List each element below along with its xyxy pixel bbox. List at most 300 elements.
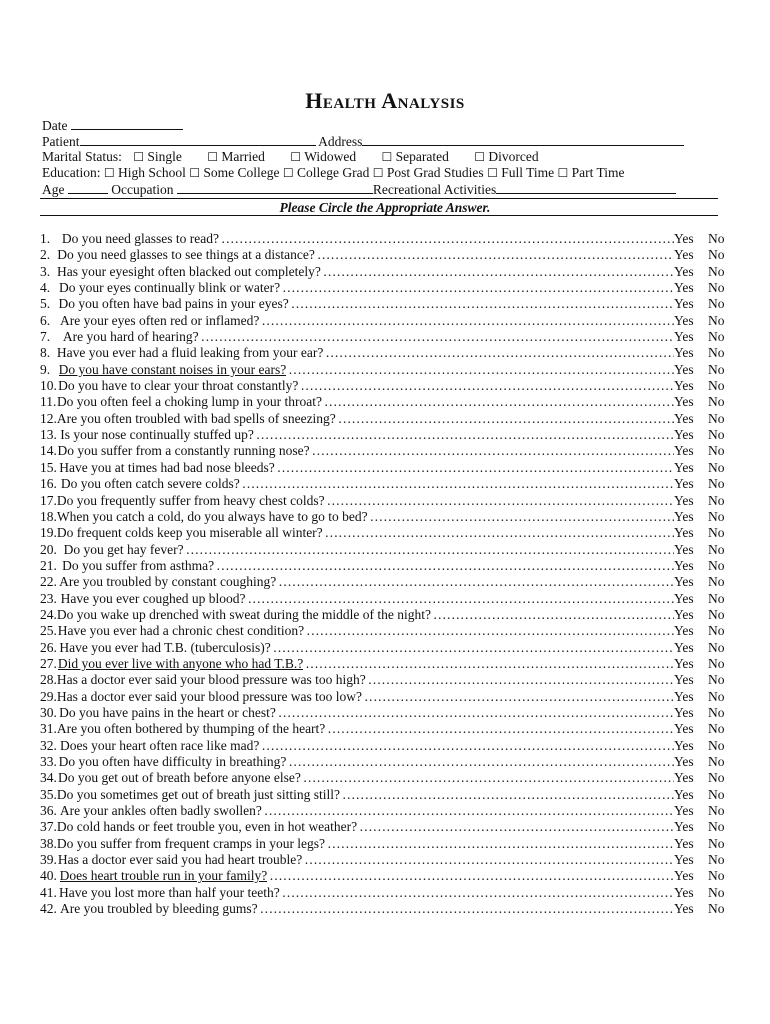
answer-no[interactable]: No xyxy=(708,427,725,443)
question-text: Are you troubled by constant coughing? xyxy=(59,574,277,590)
answer-yes[interactable]: Yes xyxy=(674,639,694,655)
checkbox-icon[interactable]: ☐ xyxy=(207,150,219,164)
question-row xyxy=(40,574,740,590)
question-number: 13. xyxy=(40,427,57,443)
checkbox-icon[interactable]: ☐ xyxy=(474,150,486,164)
dot-leader xyxy=(269,868,674,884)
answer-no[interactable]: No xyxy=(708,606,725,622)
question-number: 22. xyxy=(40,574,57,590)
instruction-divider xyxy=(40,215,718,216)
answer-choices xyxy=(674,640,740,656)
question-row xyxy=(40,738,740,754)
answer-choices xyxy=(674,607,740,623)
question-number: 2. xyxy=(40,247,51,263)
answer-yes[interactable]: Yes xyxy=(674,476,694,492)
dot-leader xyxy=(323,264,674,280)
marital-option-married[interactable]: ☐ Married xyxy=(207,149,265,164)
education-option-some-college[interactable]: ☐ Some College xyxy=(189,165,280,180)
answer-no[interactable]: No xyxy=(708,410,725,426)
answer-choices xyxy=(674,558,740,574)
answer-yes[interactable]: Yes xyxy=(674,672,694,688)
question-text: Are you troubled by bleeding gums? xyxy=(60,901,258,917)
question-number: 31. xyxy=(40,721,57,737)
answer-no[interactable]: No xyxy=(708,590,725,606)
question-row xyxy=(40,296,740,312)
answer-choices xyxy=(674,460,740,476)
answer-no[interactable]: No xyxy=(708,459,725,475)
answer-yes[interactable]: Yes xyxy=(674,427,694,443)
question-text: Have you lost more than half your teeth? xyxy=(58,884,280,900)
question-number: 39. xyxy=(40,852,57,868)
instruction-text: Please Circle the Appropriate Answer. xyxy=(279,200,491,215)
question-row xyxy=(40,345,740,361)
question-list xyxy=(40,231,740,917)
answer-yes[interactable]: Yes xyxy=(674,410,694,426)
question-row xyxy=(40,591,740,607)
question-text: Do you have constant noises in your ears? xyxy=(58,361,287,377)
question-row xyxy=(40,640,740,656)
answer-no[interactable]: No xyxy=(708,508,725,524)
dot-leader xyxy=(300,378,674,394)
age-label: Age xyxy=(42,182,65,197)
answer-yes[interactable]: Yes xyxy=(674,590,694,606)
question-text: Do you often have difficulty in breathing? xyxy=(58,754,287,769)
question-text: Are you often troubled with bad spells of sneezing? xyxy=(56,410,336,426)
question-number: 8. xyxy=(40,345,51,361)
question-text: Is your nose continually stuffed up? xyxy=(60,427,254,443)
answer-choices xyxy=(674,362,740,378)
address-label: Address xyxy=(318,134,363,149)
question-number: 7. xyxy=(40,329,51,345)
answer-no[interactable]: No xyxy=(708,378,725,394)
question-number: 5. xyxy=(40,296,51,312)
question-row xyxy=(40,623,740,639)
question-row xyxy=(40,885,740,901)
date-field[interactable] xyxy=(71,117,183,130)
answer-yes[interactable]: Yes xyxy=(674,280,694,296)
answer-choices xyxy=(674,770,740,786)
question-row xyxy=(40,427,740,443)
answer-yes[interactable]: Yes xyxy=(674,492,694,508)
education-option-full-time[interactable]: ☐ Full Time xyxy=(487,165,555,180)
dot-leader xyxy=(201,329,674,345)
dot-leader xyxy=(306,623,674,639)
answer-no[interactable]: No xyxy=(708,525,725,541)
dot-leader xyxy=(303,770,674,786)
answer-no[interactable]: No xyxy=(708,770,725,786)
dot-leader xyxy=(433,607,674,623)
question-row xyxy=(40,705,740,721)
answer-yes[interactable]: Yes xyxy=(674,508,694,524)
answer-no[interactable]: No xyxy=(708,737,725,753)
question-number: 6. xyxy=(40,312,51,328)
question-number: 11. xyxy=(40,394,57,410)
answer-choices xyxy=(674,852,740,868)
dot-leader xyxy=(305,656,674,672)
checkbox-icon[interactable]: ☐ xyxy=(487,166,498,180)
question-number: 15. xyxy=(40,459,57,475)
dot-leader xyxy=(242,476,674,492)
checkbox-icon[interactable]: ☐ xyxy=(282,166,294,180)
question-row xyxy=(40,721,740,737)
answer-yes[interactable]: Yes xyxy=(674,606,694,622)
answer-yes[interactable]: Yes xyxy=(674,655,694,671)
answer-no[interactable]: No xyxy=(708,704,725,720)
dot-leader xyxy=(277,460,674,476)
dot-leader xyxy=(261,738,674,754)
dot-leader xyxy=(221,231,674,247)
marital-option-divorced[interactable]: ☐ Divorced xyxy=(474,149,539,164)
answer-no[interactable]: No xyxy=(708,443,725,459)
question-row xyxy=(40,819,740,835)
answer-yes[interactable]: Yes xyxy=(674,296,694,312)
answer-yes[interactable]: Yes xyxy=(674,378,694,394)
answer-yes[interactable]: Yes xyxy=(674,623,694,639)
answer-no[interactable]: No xyxy=(708,623,725,639)
checkbox-icon[interactable]: ☐ xyxy=(372,166,384,180)
question-number: 16. xyxy=(40,476,57,492)
answer-yes[interactable]: Yes xyxy=(674,557,694,573)
question-text: Has your eyesight often blacked out completely? xyxy=(56,263,321,279)
answer-yes[interactable]: Yes xyxy=(674,868,694,884)
question-text: Have you ever had T.B. (tuberculosis)? xyxy=(59,639,271,655)
question-row xyxy=(40,509,740,525)
answer-no[interactable]: No xyxy=(708,345,725,361)
answer-no[interactable]: No xyxy=(708,557,725,573)
question-row xyxy=(40,313,740,329)
question-text: Has a doctor ever said your blood pressure was too high? xyxy=(56,672,366,688)
question-row xyxy=(40,411,740,427)
question-text: Do you suffer from frequent cramps in your legs? xyxy=(56,835,326,851)
answer-yes[interactable]: Yes xyxy=(674,574,694,590)
dot-leader xyxy=(278,574,674,590)
answer-yes[interactable]: Yes xyxy=(674,231,694,246)
question-row xyxy=(40,836,740,852)
question-text: Have you ever coughed up blood? xyxy=(60,590,246,606)
question-text: Do you suffer from asthma? xyxy=(62,557,215,573)
answer-yes[interactable]: Yes xyxy=(674,754,694,769)
question-number: 18. xyxy=(40,508,57,524)
date-label: Date xyxy=(42,118,68,133)
checkbox-icon[interactable]: ☐ xyxy=(290,150,302,164)
dot-leader xyxy=(273,640,674,656)
question-text: When you catch a cold, do you always have to go to bed? xyxy=(56,508,368,524)
question-row xyxy=(40,770,740,786)
question-row xyxy=(40,689,740,705)
question-text: Are your ankles often badly swollen? xyxy=(59,803,262,819)
question-number: 25. xyxy=(40,623,57,639)
question-row xyxy=(40,443,740,459)
dot-leader xyxy=(261,313,674,329)
answer-yes[interactable]: Yes xyxy=(674,541,694,557)
question-text: Do you need glasses to read? xyxy=(61,231,219,246)
answer-no[interactable]: No xyxy=(708,721,725,737)
answer-choices xyxy=(674,689,740,705)
answer-no[interactable]: No xyxy=(708,868,725,884)
answer-choices xyxy=(674,705,740,721)
dot-leader xyxy=(264,803,674,819)
answer-choices xyxy=(674,656,740,672)
answer-yes[interactable]: Yes xyxy=(674,361,694,377)
question-row xyxy=(40,231,740,247)
dot-leader xyxy=(368,672,674,688)
answer-no[interactable]: No xyxy=(708,492,725,508)
dot-leader xyxy=(327,721,674,737)
question-row xyxy=(40,247,740,263)
answer-choices xyxy=(674,493,740,509)
question-number: 1. xyxy=(40,231,51,246)
answer-no[interactable]: No xyxy=(708,901,725,917)
occupation-label: Occupation xyxy=(111,182,174,197)
dot-leader xyxy=(370,509,674,525)
answer-choices xyxy=(674,231,740,247)
answer-yes[interactable]: Yes xyxy=(674,884,694,900)
recreational-field[interactable] xyxy=(496,181,676,194)
answer-yes[interactable]: Yes xyxy=(674,901,694,917)
answer-no[interactable]: No xyxy=(708,819,725,835)
dot-leader xyxy=(247,591,674,607)
answer-choices xyxy=(674,411,740,427)
answer-choices xyxy=(674,754,740,770)
dot-leader xyxy=(338,411,674,427)
answer-choices xyxy=(674,901,740,917)
question-text: Are you hard of hearing? xyxy=(62,329,199,345)
answer-yes[interactable]: Yes xyxy=(674,394,694,410)
answer-yes[interactable]: Yes xyxy=(674,312,694,328)
patient-row xyxy=(42,133,684,150)
answer-choices xyxy=(674,329,740,345)
answer-no[interactable]: No xyxy=(708,574,725,590)
question-row xyxy=(40,493,740,509)
checkbox-icon[interactable]: ☐ xyxy=(189,166,201,180)
answer-choices xyxy=(674,264,740,280)
checkbox-icon[interactable]: ☐ xyxy=(557,166,569,180)
question-text: Do you have to clear your throat constantly? xyxy=(58,378,299,394)
question-row xyxy=(40,607,740,623)
answer-choices xyxy=(674,247,740,263)
marital-option-single[interactable]: ☐ Single xyxy=(133,149,182,164)
answer-no[interactable]: No xyxy=(708,835,725,851)
answer-yes[interactable]: Yes xyxy=(674,443,694,459)
answer-choices xyxy=(674,787,740,803)
answer-yes[interactable]: Yes xyxy=(674,721,694,737)
answer-yes[interactable]: Yes xyxy=(674,852,694,868)
question-row xyxy=(40,378,740,394)
education-option-college-grad[interactable]: ☐ College Grad xyxy=(282,165,370,180)
answer-choices xyxy=(674,836,740,852)
answer-choices xyxy=(674,819,740,835)
question-number: 14. xyxy=(40,443,57,459)
question-number: 27. xyxy=(40,655,57,671)
question-text: Are you often bothered by thumping of the heart? xyxy=(56,721,326,737)
answer-no[interactable]: No xyxy=(708,688,725,704)
answer-choices xyxy=(674,345,740,361)
answer-no[interactable]: No xyxy=(708,672,725,688)
answer-choices xyxy=(674,443,740,459)
question-number: 42. xyxy=(40,901,57,917)
dot-leader xyxy=(304,852,674,868)
question-text: Do you often catch severe colds? xyxy=(60,476,240,492)
dot-leader xyxy=(278,705,674,721)
question-text: Do you suffer from a constantly running nose? xyxy=(57,443,310,459)
answer-yes[interactable]: Yes xyxy=(674,819,694,835)
answer-yes[interactable]: Yes xyxy=(674,688,694,704)
answer-no[interactable]: No xyxy=(708,296,725,312)
question-number: 33. xyxy=(40,754,57,769)
answer-no[interactable]: No xyxy=(708,754,725,769)
answer-yes[interactable]: Yes xyxy=(674,786,694,802)
answer-choices xyxy=(674,280,740,296)
dot-leader xyxy=(216,558,674,574)
question-number: 23. xyxy=(40,590,57,606)
answer-yes[interactable]: Yes xyxy=(674,737,694,753)
answer-no[interactable]: No xyxy=(708,312,725,328)
question-number: 35. xyxy=(40,786,57,802)
question-number: 24. xyxy=(40,606,57,622)
answer-yes[interactable]: Yes xyxy=(674,459,694,475)
occupation-field[interactable] xyxy=(177,181,373,194)
question-row xyxy=(40,362,740,378)
answer-no[interactable]: No xyxy=(708,884,725,900)
question-number: 29. xyxy=(40,688,57,704)
answer-yes[interactable]: Yes xyxy=(674,263,694,279)
question-text: Do cold hands or feet trouble you, even in hot weather? xyxy=(56,819,358,835)
question-text: Have you at times had bad nose bleeds? xyxy=(59,459,275,475)
question-text: Does your heart often race like mad? xyxy=(59,737,260,753)
answer-no[interactable]: No xyxy=(708,263,725,279)
question-number: 30. xyxy=(40,704,57,720)
answer-yes[interactable]: Yes xyxy=(674,345,694,361)
answer-choices xyxy=(674,509,740,525)
dot-leader xyxy=(324,394,674,410)
education-option-part-time[interactable]: ☐ Part Time xyxy=(557,165,625,180)
question-text: Has a doctor ever said your blood pressure was too low? xyxy=(56,688,363,704)
dot-leader xyxy=(282,885,674,901)
answer-choices xyxy=(674,591,740,607)
dot-leader xyxy=(327,836,674,852)
answer-choices xyxy=(674,738,740,754)
dot-leader xyxy=(282,280,674,296)
education-row xyxy=(42,165,625,181)
answer-choices xyxy=(674,296,740,312)
question-row xyxy=(40,394,740,410)
answer-yes[interactable]: Yes xyxy=(674,770,694,786)
address-field[interactable] xyxy=(362,133,684,146)
answer-choices xyxy=(674,378,740,394)
dot-leader xyxy=(288,362,674,378)
answer-choices xyxy=(674,803,740,819)
marital-option-separated[interactable]: ☐ Separated xyxy=(381,149,449,164)
question-row xyxy=(40,558,740,574)
question-number: 34. xyxy=(40,770,57,786)
marital-status-label: Marital Status: xyxy=(42,149,122,164)
answer-yes[interactable]: Yes xyxy=(674,803,694,819)
question-number: 32. xyxy=(40,737,57,753)
question-row xyxy=(40,852,740,868)
answer-yes[interactable]: Yes xyxy=(674,525,694,541)
dot-leader xyxy=(291,296,674,312)
dot-leader xyxy=(260,901,674,917)
question-row xyxy=(40,787,740,803)
education-option-post-grad[interactable]: ☐ Post Grad Studies xyxy=(372,165,484,180)
answer-no[interactable]: No xyxy=(708,280,725,296)
dot-leader xyxy=(342,787,674,803)
answer-no[interactable]: No xyxy=(708,639,725,655)
patient-field[interactable] xyxy=(80,133,316,146)
question-text: Have you ever had a fluid leaking from your ear? xyxy=(56,345,324,361)
dot-leader xyxy=(312,443,674,459)
question-number: 20. xyxy=(40,541,57,557)
answer-no[interactable]: No xyxy=(708,361,725,377)
education-option-high-school[interactable]: ☐ High School xyxy=(103,165,186,180)
question-number: 26. xyxy=(40,639,57,655)
answer-no[interactable]: No xyxy=(708,476,725,492)
answer-no[interactable]: No xyxy=(708,247,725,263)
question-text: Do you wake up drenched with sweat during the middle of the night? xyxy=(56,606,432,622)
question-text: Do you sometimes get out of breath just sitting still? xyxy=(56,786,340,802)
question-text: Are your eyes often red or inflamed? xyxy=(59,312,260,328)
question-row xyxy=(40,460,740,476)
answer-yes[interactable]: Yes xyxy=(674,835,694,851)
age-field[interactable] xyxy=(68,181,108,194)
education-label: Education: xyxy=(42,165,101,180)
dot-leader xyxy=(359,819,674,835)
answer-no[interactable]: No xyxy=(708,541,725,557)
marital-option-widowed[interactable]: ☐ Widowed xyxy=(290,149,357,164)
question-text: Do you often have bad pains in your eyes? xyxy=(58,296,289,312)
answer-choices xyxy=(674,476,740,492)
answer-yes[interactable]: Yes xyxy=(674,329,694,345)
question-row xyxy=(40,329,740,345)
answer-no[interactable]: No xyxy=(708,394,725,410)
answer-choices xyxy=(674,542,740,558)
answer-choices xyxy=(674,394,740,410)
question-text: Do frequent colds keep you miserable all winter? xyxy=(56,525,323,541)
answer-yes[interactable]: Yes xyxy=(674,704,694,720)
question-number: 3. xyxy=(40,263,51,279)
answer-no[interactable]: No xyxy=(708,786,725,802)
question-text: Do you frequently suffer from heavy chest colds? xyxy=(56,492,325,508)
answer-no[interactable]: No xyxy=(708,803,725,819)
question-row xyxy=(40,525,740,541)
answer-no[interactable]: No xyxy=(708,852,725,868)
question-number: 4. xyxy=(40,280,51,296)
question-number: 41. xyxy=(40,884,57,900)
checkbox-icon[interactable]: ☐ xyxy=(381,150,393,164)
question-text: Do you get out of breath before anyone else? xyxy=(57,770,301,786)
answer-no[interactable]: No xyxy=(708,655,725,671)
question-text: Does heart trouble run in your family? xyxy=(59,868,268,884)
question-row xyxy=(40,280,740,296)
answer-choices xyxy=(674,574,740,590)
question-number: 19. xyxy=(40,525,57,541)
answer-yes[interactable]: Yes xyxy=(674,247,694,263)
question-number: 37. xyxy=(40,819,57,835)
answer-no[interactable]: No xyxy=(708,231,725,246)
answer-choices xyxy=(674,885,740,901)
checkbox-icon[interactable]: ☐ xyxy=(133,150,145,164)
answer-choices xyxy=(674,672,740,688)
marital-status-row xyxy=(42,149,539,165)
answer-no[interactable]: No xyxy=(708,329,725,345)
question-number: 36. xyxy=(40,803,57,819)
checkbox-icon[interactable]: ☐ xyxy=(103,166,115,180)
question-text: Do you often feel a choking lump in your throat? xyxy=(56,394,322,410)
question-number: 28. xyxy=(40,672,57,688)
age-occupation-row xyxy=(42,181,676,198)
question-row xyxy=(40,868,740,884)
question-number: 38. xyxy=(40,835,57,851)
